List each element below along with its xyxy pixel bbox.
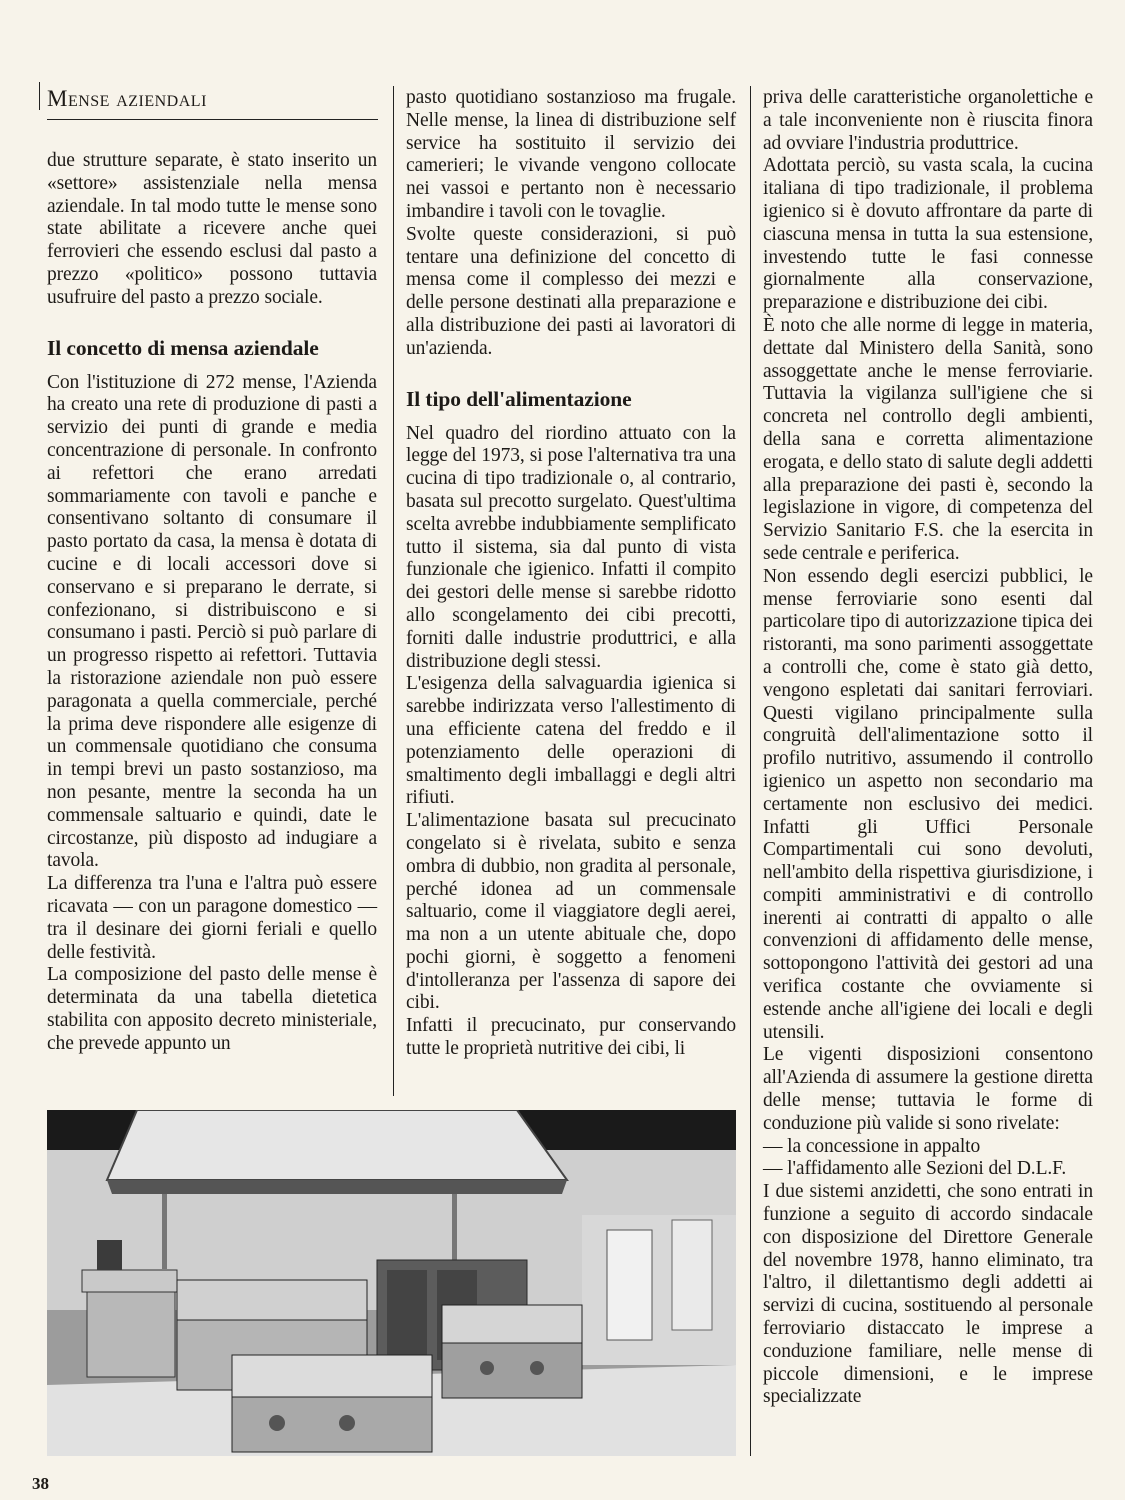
kitchen-photo-drawing [47, 1110, 736, 1456]
column3-paragraph-6: — la concessione in appalto [763, 1135, 981, 1157]
column2-paragraph-2: Svolte queste considerazioni, si può tentare una definizione del concetto di mensa come il complesso dei mezzi e delle persone destinati alla preparazione e alla distribuzione dei pasti ai lavoratori di un'azienda. [406, 223, 736, 359]
column3-paragraph-4: Non essendo degli esercizi pubblici, le mense ferroviarie sono esenti dal particolare tipo di autorizzazione tipica dei ristoranti, ma sono parimenti assoggettate a controlli che, come è stato già detto, vengono espletati dai sanitari ferroviari. Questi vigilano principalmente sulla congruità dell'alimentazione sotto il profilo nutritivo, assumendo il controllo igienico un aspetto non secondario ma certamente non esclusivo dei medici. Infatti gli Uffici Personale Compartimentali cui sono devoluti, nell'ambito della rispettiva giurisdizione, i compiti amministrativi e di controllo inerenti ai contratti di appalto o alle convenzioni di affidamento delle mense, sottopongono l'attività dei gestori ad una verifica costante che ovviamente si estende anche all'igiene dei locali e degli utensili. [763, 565, 1093, 1043]
column-divider-1 [393, 86, 394, 1096]
column-divider-2 [750, 86, 751, 1456]
column3-paragraph-7: — l'affidamento alle Sezioni del D.L.F. [763, 1158, 1067, 1180]
column1-paragraph-3: La composizione del pasto delle mense è determinata da una tabella dietetica stabilita con apposito decreto ministeriale, che prevede appunto un [47, 964, 377, 1054]
column1-intro-paragraph: due strutture separate, è stato inserito un «settore» assistenziale nella mensa aziendale. In tal modo tutte le mense sono state abilitate a ricevere anche quei ferrovieri che essendo esclusi dal pasto a prezzo «politico» possono tuttavia usufruire del pasto a prezzo sociale. [47, 150, 377, 308]
section-title-underline [47, 119, 378, 120]
column3-paragraph-1: priva delle caratteristiche organolettiche e a tale inconveniente non è riuscita finora ad ovviare l'industria produttrice. [763, 87, 1093, 154]
column2-paragraph-6: Infatti il precucinato, pur conservando tutte le proprietà nutritive dei cibi, li [406, 1015, 736, 1060]
column1-paragraph-2: La differenza tra l'una e l'altra può essere ricavata — con un paragone domestico — tra il desinare dei giorni feriali e quello delle festività. [47, 873, 377, 963]
heading-concetto-mensa: Il concetto di mensa aziendale [47, 335, 319, 360]
column-2 [406, 87, 736, 1061]
column-1 [47, 150, 377, 1055]
column-3 [763, 87, 1093, 1409]
column3-paragraph-5: Le vigenti disposizioni consentono all'Azienda di assumere la gestione diretta delle mense; tuttavia le forme di conduzione più valide si sono rivelate: [763, 1044, 1093, 1134]
page-number: 38 [32, 1474, 49, 1493]
column2-paragraph-5: L'alimentazione basata sul precucinato congelato si è rivelata, subito e senza ombra di dubbio, non gradita al personale, perché idonea ad un commensale saltuario, come il viaggiatore degli aerei, ma non a un utente abituale che, dopo pochi giorni, è soggetto a fenomeni d'intolleranza per l'assenza di sapore dei cibi. [406, 810, 736, 1014]
column3-paragraph-3: È noto che alle norme di legge in materia, dettate dal Ministero della Sanità, sono assoggettate anche le mense ferroviarie. Tuttavia la vigilanza sull'igiene che si concreta nel controllo degli ambienti, della sana e corretta alimentazione erogata, e dello stato di salute degli addetti alla preparazione dei pasti è, secondo la legislazione in vigore, di competenza del Servizio Sanitario F.S. che la esercita in sede centrale e periferica. [763, 314, 1093, 564]
column1-paragraph-1: Con l'istituzione di 272 mense, l'Azienda ha creato una rete di produzione di pasti a servizio dei punti di grande e media concentrazione di personale. In confronto ai refettori che erano arredati sommariamente con tavoli e panche e consentivano soltanto di consumare il pasto portato da casa, la mensa è dotata di cucine e di locali accessori dove si conservano e si preparano le derrate, si confezionano, si distribuiscono e si consumano i pasti. Perciò si può parlare di un progresso rispetto ai refettori. Tuttavia la ristorazione aziendale non può essere paragonata a quella commerciale, perché la prima deve rispondere alle esigenze di un commensale quotidiano che consuma in tempi brevi un pasto sostanzioso, ma non pesante, mentre la seconda ha un commensale saltuario e quindi, date le circostanze, più disposto ad indugiare a tavola. [47, 371, 377, 872]
column3-paragraph-8: I due sistemi anzidetti, che sono entrati in funzione a seguito di accordo sindacale con disposizione del Direttore Generale del novembre 1978, hanno eliminato, tra l'altro, il dilettantismo degli addetti ai servizi di cucina, sostituendo al personale ferroviario distaccato le imprese a conduzione familiare, nelle mense di piccole dimensioni, e le imprese specializzate [763, 1181, 1093, 1408]
column2-paragraph-1: pasto quotidiano sostanzioso ma frugale. Nelle mense, la linea di distribuzione self service ha sostituito il servizio dei camerieri; le vivande vengono collocate nei vassoi e pertanto non è necessario imbandire i tavoli con le tovaglie. [406, 87, 736, 222]
column3-paragraph-2: Adottata perciò, su vasta scala, la cucina italiana di tipo tradizionale, il problema igienico si è dovuto affrontare da parte di ciascuna mensa in tutta la sua estensione, investendo tutte le fasi connesse giornalmente alla conservazione, preparazione e distribuzione dei cibi. [763, 155, 1093, 314]
left-margin-rule [39, 82, 40, 110]
section-title: Mense aziendali [47, 86, 207, 111]
column2-paragraph-4: L'esigenza della salvaguardia igienica si sarebbe indirizzata verso l'allestimento di una efficiente catena del freddo e il potenziamento delle operazioni di smaltimento degli imballaggi e degli altri rifiuti. [406, 673, 736, 809]
column2-paragraph-3: Nel quadro del riordino attuato con la legge del 1973, si pose l'alternativa tra una cucina di tipo tradizionale o, al contrario, basata sul precotto surgelato. Quest'ultima scelta avrebbe indubbiamente semplificato tutto il sistema, sia dal punto di vista funzionale che igienico. Infatti il compito dei gestori delle mense si sarebbe ridotto allo scongelamento dei cibi precotti, forniti dalle industrie produttrici, e alla distribuzione degli stessi. [406, 422, 736, 672]
heading-tipo-alimentazione: Il tipo dell'alimentazione [406, 386, 632, 411]
kitchen-photo [47, 1110, 736, 1456]
